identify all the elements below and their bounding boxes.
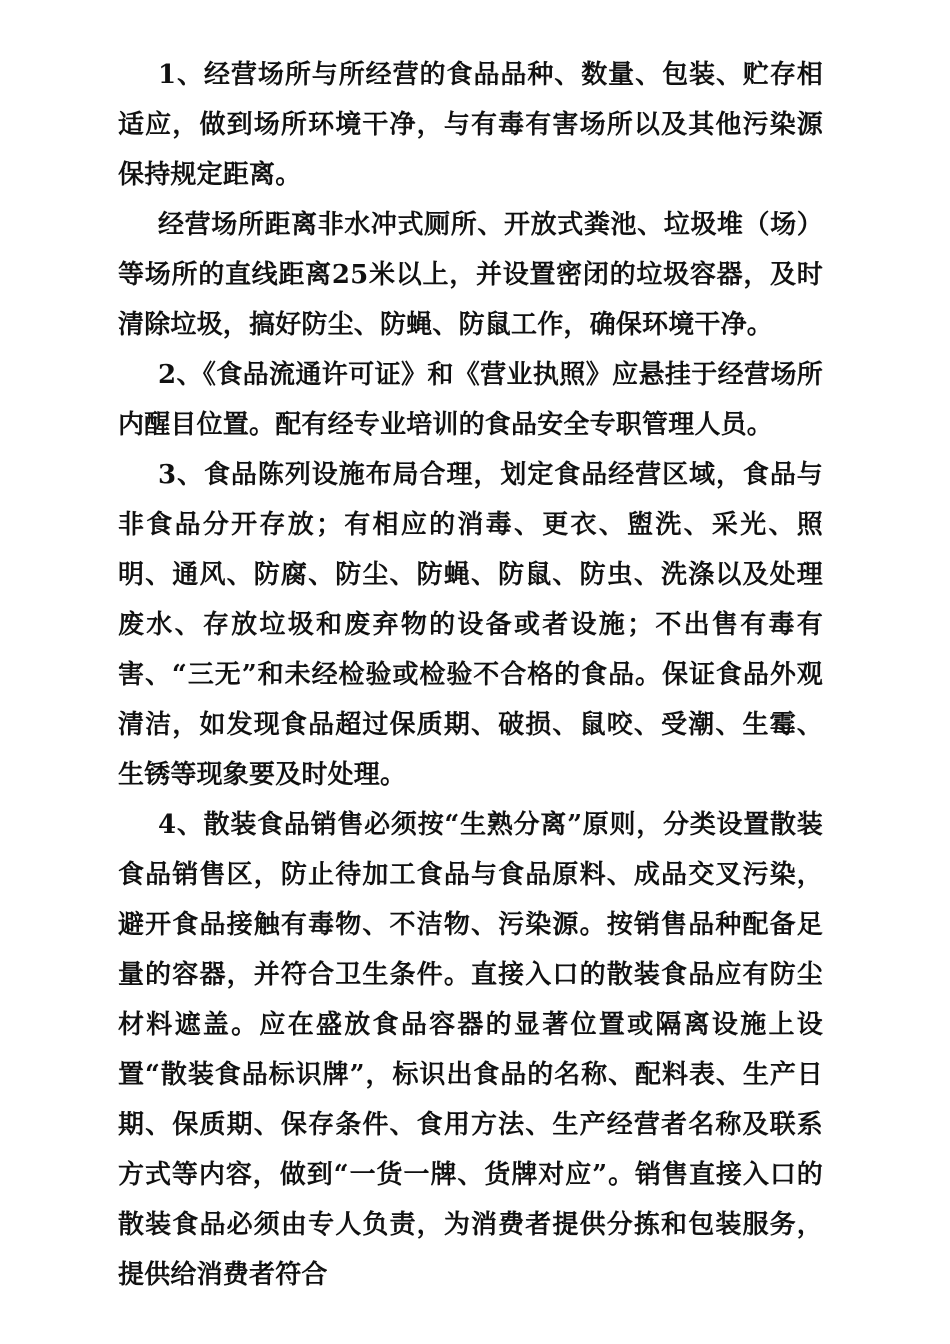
paragraph-1: 1、经营场所与所经营的食品品种、数量、包装、贮存相适应，做到场所环境干净，与有毒有害场所以及其他污染源保持规定距离。 <box>118 60 823 190</box>
paragraph-4: 3、食品陈列设施布局合理，划定食品经营区域，食品与非食品分开存放；有相应的消毒、更衣、盥洗、采光、照明、通风、防腐、防尘、防蝇、防鼠、防虫、洗涤以及处理废水、存放垃圾和废弃物的设备或者设施；不出售有毒有害、“三无”和未经检验或检验不合格的食品。保证食品外观清洁，如发现食品超过保质期、破损、鼠咬、受潮、生霉、生锈等现象要及时处理。 <box>118 460 823 790</box>
paragraph-2: 经营场所距离非水冲式厕所、开放式粪池、垃圾堆（场）等场所的直线距离25米以上，并设置密闭的垃圾容器，及时清除垃圾，搞好防尘、防蝇、防鼠工作，确保环境干净。 <box>118 210 823 340</box>
paragraph-5: 4、散装食品销售必须按“生熟分离”原则，分类设置散装食品销售区，防止待加工食品与食品原料、成品交叉污染，避开食品接触有毒物、不洁物、污染源。按销售品种配备足量的容器，并符合卫生条件。直接入口的散装食品应有防尘材料遮盖。应在盛放食品容器的显著位置或隔离设施上设置“散装食品标识牌”，标识出食品的名称、配料表、生产日期、保质期、保存条件、食用方法、生产经营者名称及联系方式等内容，做到“一货一牌、货牌对应”。销售直接入口的散装食品必须由专人负责，为消费者提供分拣和包装服务，提供给消费者符合 <box>118 810 823 1290</box>
document-page <box>118 50 823 1300</box>
paragraph-3: 2、《食品流通许可证》和《营业执照》应悬挂于经营场所内醒目位置。配有经专业培训的食品安全专职管理人员。 <box>118 360 823 440</box>
